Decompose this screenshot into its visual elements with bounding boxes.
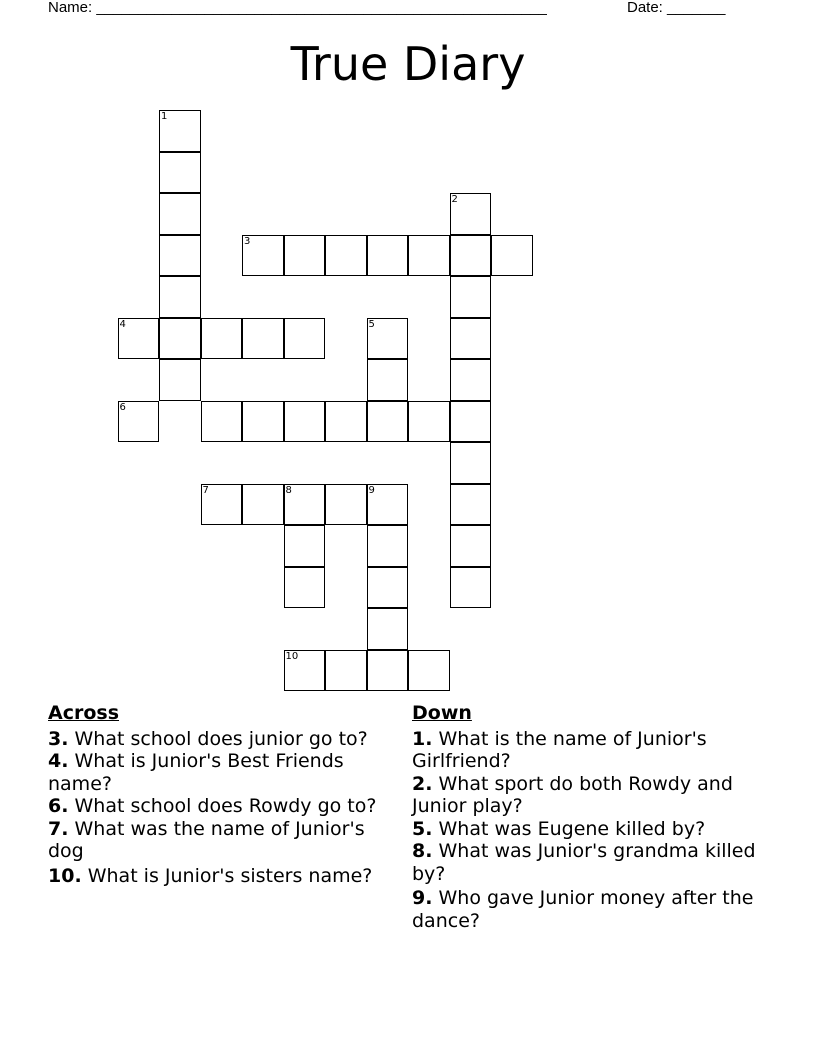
crossword-cell[interactable] (201, 401, 243, 443)
crossword-cell[interactable] (450, 276, 492, 318)
crossword-cell[interactable] (284, 525, 326, 567)
crossword-cell[interactable] (284, 235, 326, 277)
crossword-cell[interactable] (284, 650, 326, 692)
clue-number-label: 9 (368, 484, 375, 496)
crossword-cell[interactable] (159, 110, 201, 152)
clue-number: 2. (412, 772, 433, 795)
name-field[interactable]: Name: ______________________________________________________ (48, 0, 547, 16)
crossword-cell[interactable] (242, 401, 284, 443)
clue-number: 9. (412, 887, 433, 909)
clue-number-label: 1 (161, 111, 168, 122)
clue-number-label: 3 (244, 235, 251, 247)
crossword-cell[interactable] (325, 401, 367, 443)
clue-text: Who gave Junior money after the dance? (412, 887, 754, 932)
crossword-cell[interactable] (118, 318, 160, 360)
crossword-cell[interactable] (450, 235, 492, 277)
crossword-cell[interactable] (159, 276, 201, 318)
clue-number-label: 8 (285, 484, 292, 496)
crossword-cell[interactable] (408, 650, 450, 692)
clue-text: What is Junior's Best Friends name? (48, 750, 344, 795)
down-clue-5 (412, 818, 762, 841)
crossword-cell[interactable] (242, 318, 284, 360)
across-clue-7 (48, 818, 398, 863)
crossword-cell[interactable] (201, 318, 243, 360)
crossword-cell[interactable] (491, 235, 533, 277)
clue-number: 6. (48, 795, 69, 817)
clue-number-label: 10 (285, 650, 299, 662)
crossword-cell[interactable] (242, 484, 284, 526)
clue-text: What was the name of Junior's dog (48, 817, 365, 862)
crossword-cell[interactable] (367, 401, 409, 443)
crossword-cell[interactable] (408, 401, 450, 443)
clue-number: 5. (412, 817, 433, 840)
down-heading: Down (412, 702, 472, 724)
across-clue-6 (48, 795, 398, 818)
crossword-cell[interactable] (450, 193, 492, 235)
crossword-cell[interactable] (242, 235, 284, 277)
crossword-cell[interactable] (450, 401, 492, 443)
crossword-cell[interactable] (284, 318, 326, 360)
clue-number-label: 2 (451, 194, 458, 205)
crossword-cell[interactable] (325, 650, 367, 692)
crossword-cell[interactable] (159, 359, 201, 401)
across-clues (48, 702, 398, 887)
crossword-cell[interactable] (367, 650, 409, 692)
crossword-cell[interactable] (450, 359, 492, 401)
clue-number: 10. (48, 864, 82, 887)
crossword-cell[interactable] (367, 608, 409, 650)
crossword-cell[interactable] (450, 567, 492, 609)
crossword-cell[interactable] (367, 235, 409, 277)
crossword-cell[interactable] (159, 152, 201, 194)
crossword-cell[interactable] (367, 359, 409, 401)
crossword-cell[interactable] (367, 525, 409, 567)
date-field[interactable]: Date: _______ (627, 0, 726, 16)
crossword-cell[interactable] (159, 193, 201, 235)
down-clue-9 (412, 887, 762, 932)
across-clue-3 (48, 728, 398, 751)
clue-number: 1. (412, 727, 433, 750)
clue-text: What is Junior's sisters name? (87, 864, 373, 887)
crossword-cell[interactable] (118, 401, 160, 443)
clue-number: 3. (48, 727, 69, 750)
crossword-cell[interactable] (408, 235, 450, 277)
clue-text: What was Junior's grandma killed by? (412, 840, 756, 885)
clue-number: 7. (48, 817, 69, 840)
crossword-cell[interactable] (201, 484, 243, 526)
down-clue-2 (412, 773, 762, 818)
clue-text: What is the name of Junior's Girlfriend? (412, 727, 707, 772)
crossword-cell[interactable] (367, 484, 409, 526)
across-clue-4 (48, 750, 398, 795)
crossword-cell[interactable] (159, 235, 201, 277)
across-heading: Across (48, 702, 120, 724)
clue-number-label: 6 (119, 401, 126, 413)
clue-text: What school does Rowdy go to? (74, 795, 377, 817)
crossword-cell[interactable] (450, 484, 492, 526)
crossword-cell[interactable] (450, 525, 492, 567)
across-clue-10 (48, 865, 398, 888)
crossword-cell[interactable] (325, 235, 367, 277)
crossword-cell[interactable] (450, 318, 492, 360)
crossword-cell[interactable] (450, 442, 492, 484)
clue-text: What school does junior go to? (74, 727, 368, 750)
down-clue-8 (412, 840, 762, 885)
clue-number-label: 5 (368, 318, 375, 330)
puzzle-title: True Diary (290, 37, 526, 91)
down-clues (412, 702, 762, 932)
crossword-cell[interactable] (325, 484, 367, 526)
crossword-cell[interactable] (159, 318, 201, 360)
clue-text: What was Eugene killed by? (438, 817, 706, 840)
crossword-cell[interactable] (284, 401, 326, 443)
clue-number: 8. (412, 840, 433, 862)
clue-number: 4. (48, 750, 69, 772)
clue-number-label: 7 (202, 484, 209, 496)
clue-text: What sport do both Rowdy and Junior play? (412, 772, 733, 817)
crossword-cell[interactable] (284, 567, 326, 609)
down-clue-1 (412, 728, 762, 773)
crossword-cell[interactable] (367, 318, 409, 360)
clue-number-label: 4 (119, 318, 126, 330)
crossword-cell[interactable] (367, 567, 409, 609)
crossword-cell[interactable] (284, 484, 326, 526)
